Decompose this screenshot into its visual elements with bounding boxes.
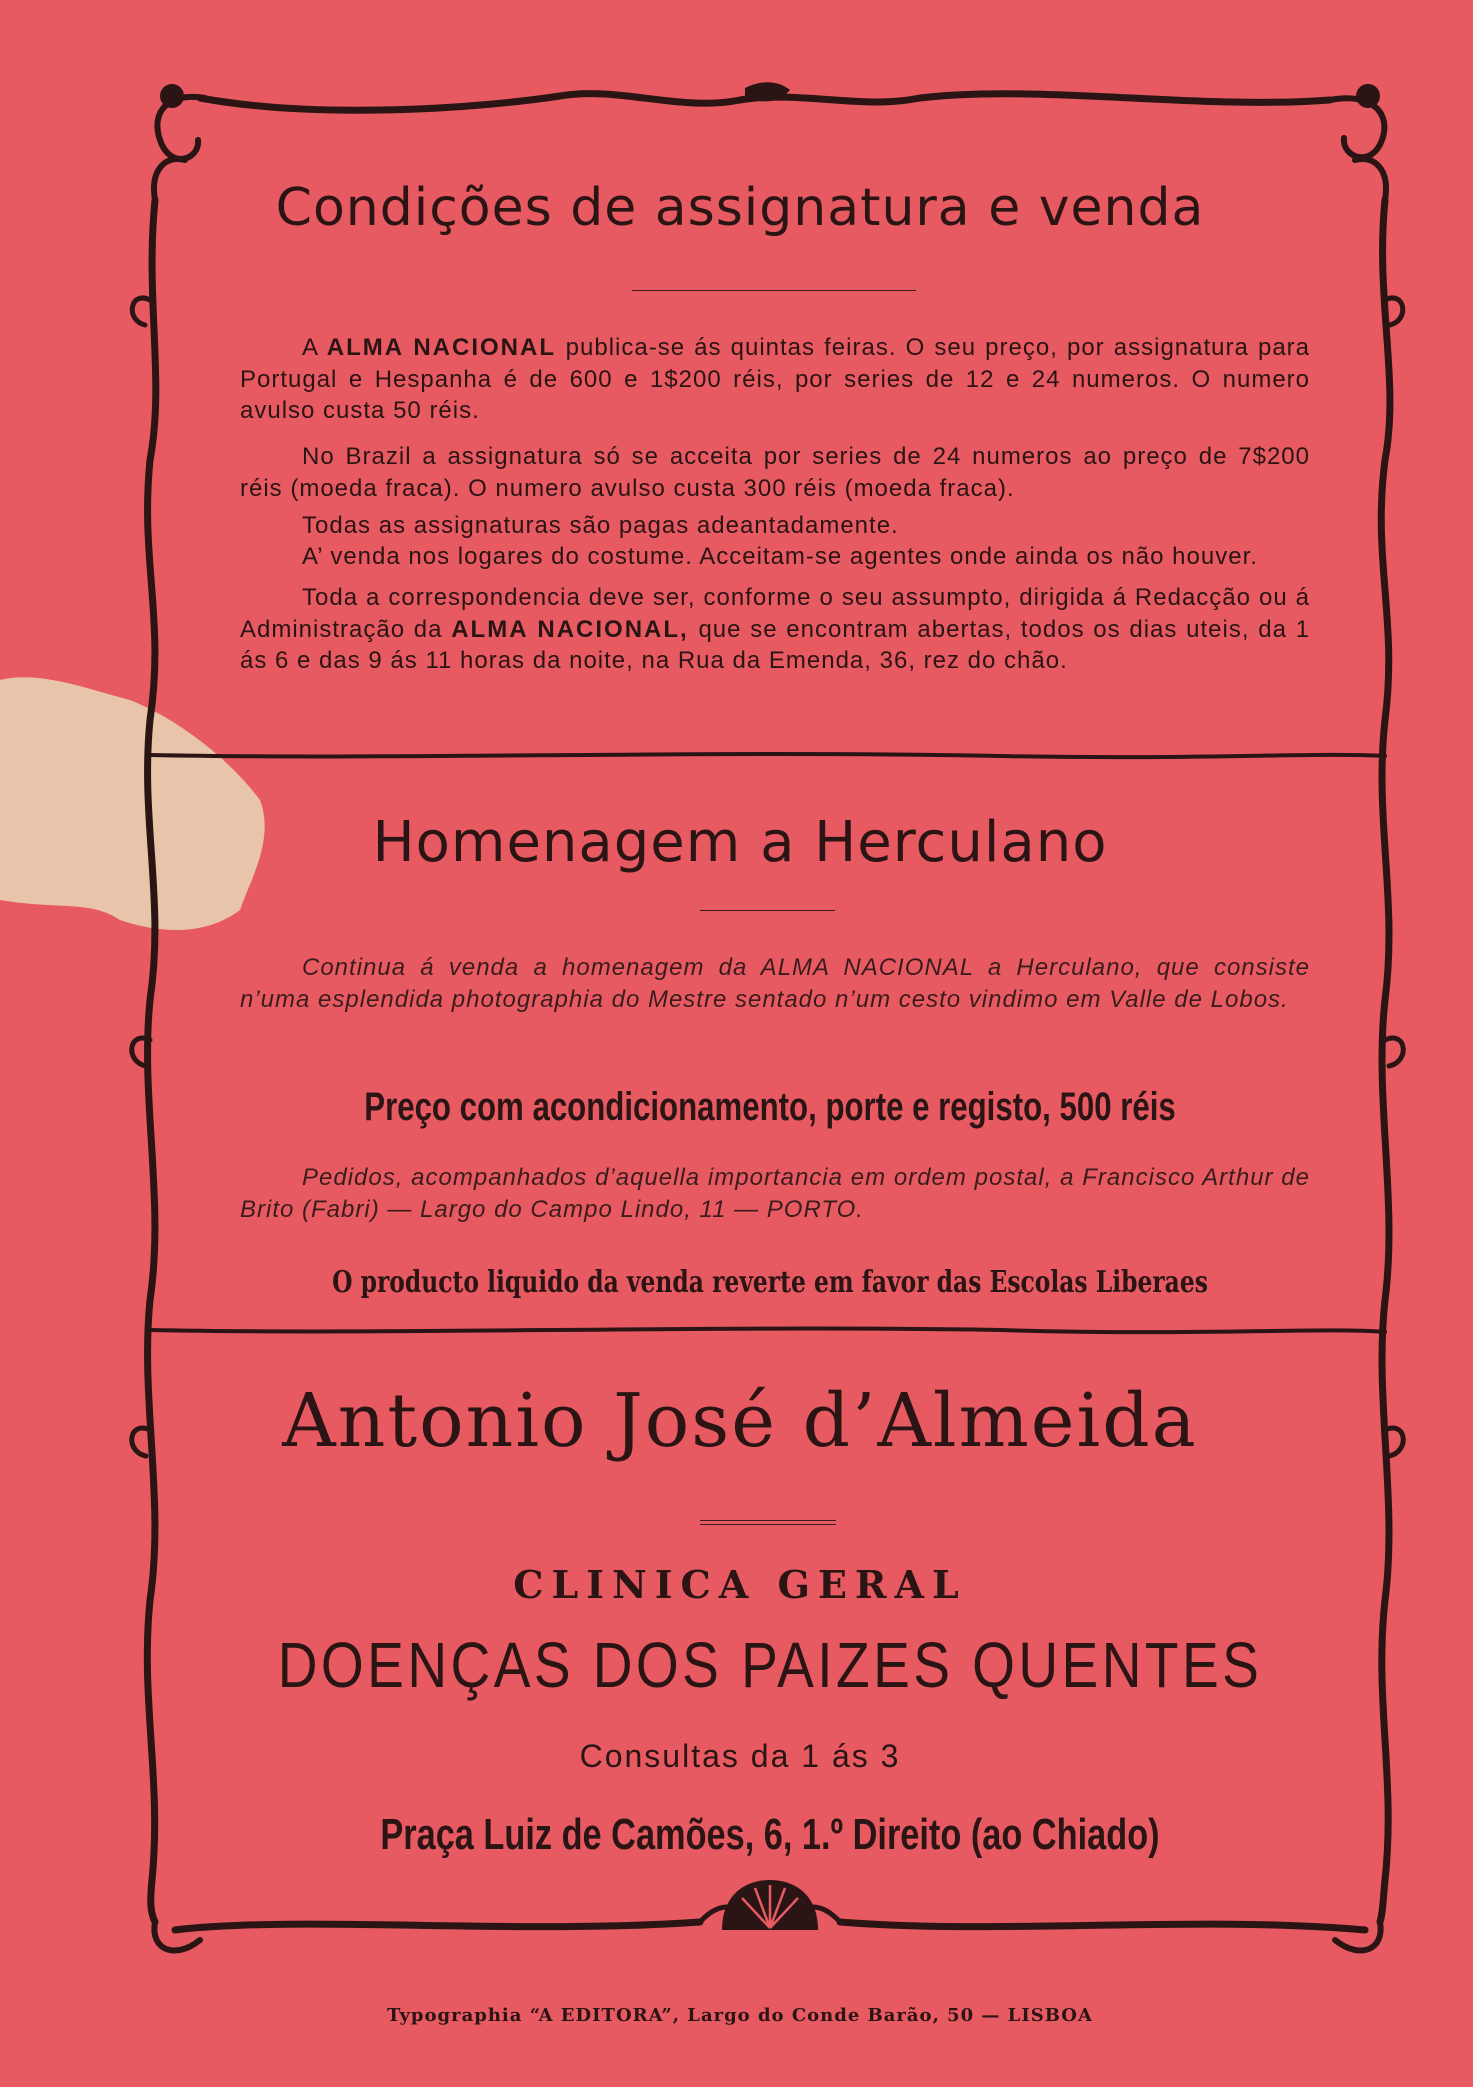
section1-para-4: A’ venda nos logares do costume. Acceitam-se agentes onde ainda os não houver.: [302, 543, 1258, 570]
section2-note: O producto liquido da venda reverte em favor das Escolas Liberaes: [332, 1265, 1208, 1300]
section2-para-1: Continua á venda a homenagem da ALMA NACIONAL a Herculano, que consiste n’uma esplendida photographia do Mestre sentado n’um cesto vindimo em Valle de Lobos.: [240, 954, 1310, 1013]
section2-title: Homenagem a Herculano: [372, 810, 1108, 875]
section1-para-2: No Brazil a assignatura só se acceita por series de 24 numeros ao preço de 7$200 réis (moeda fraca). O numero avulso custa 300 réis (moeda fraca).: [240, 443, 1310, 502]
bud-tr: [1356, 84, 1380, 108]
para5-journal-name: ALMA NACIONAL,: [451, 615, 699, 643]
section2-title-rule: [700, 910, 835, 911]
para1-body: publica-se ás quintas feiras. O seu preço, por assignatura para Portugal e Hespanha é de 600 e 1$200 réis, por series de 12 e 24 numeros. O numero avulso custa 50 réis.: [240, 334, 1310, 424]
para5-b: que se encontram abertas, todos os dias uteis, da 1 ás 6 e das 9 ás 11 horas da noite, na Rua da Emenda, 36, rez do chão.: [240, 615, 1310, 674]
section2-price: Preço com acondicionamento, porte e registo, 500 réis: [364, 1085, 1176, 1129]
section1-para-1-text: [240, 332, 1310, 427]
doctor-name-rule: [700, 1520, 836, 1525]
section2-para-2: Pedidos, acompanhados d’aquella importancia em ordem postal, a Francisco Arthur de Brito (Fabri) — Largo do Campo Lindo, 11 — PORTO.: [240, 1164, 1310, 1223]
section1-para-5: [240, 582, 1310, 677]
clinic-address: Praça Luiz de Camões, 6, 1.º Direito (ao Chiado): [380, 1810, 1160, 1859]
para1-prefix: A: [302, 334, 327, 361]
section1-title-rule: [632, 290, 916, 291]
printer-imprint: Typographia “A EDITORA”, Largo do Conde Barão, 50 — LISBOA: [387, 2005, 1093, 2026]
consultation-hours: Consultas da 1 ás 3: [579, 1738, 901, 1774]
section1-title: Condições de assignatura e venda: [275, 178, 1205, 238]
section1-para-3: Todas as assignaturas são pagas adeantadamente.: [302, 512, 899, 539]
clinic-heading: CLINICA GERAL: [513, 1562, 967, 1607]
para1-journal-name: ALMA NACIONAL: [326, 334, 566, 361]
para5-a: Toda a correspondencia deve ser, conforme o seu assumpto, dirigida á Redacção ou á Administração da: [240, 584, 1310, 643]
doctor-name: Antonio José d’Almeida: [282, 1378, 1198, 1464]
specialty-heading: DOENÇAS DOS PAIZES QUENTES: [277, 1629, 1263, 1701]
bud-tl: [160, 84, 184, 108]
